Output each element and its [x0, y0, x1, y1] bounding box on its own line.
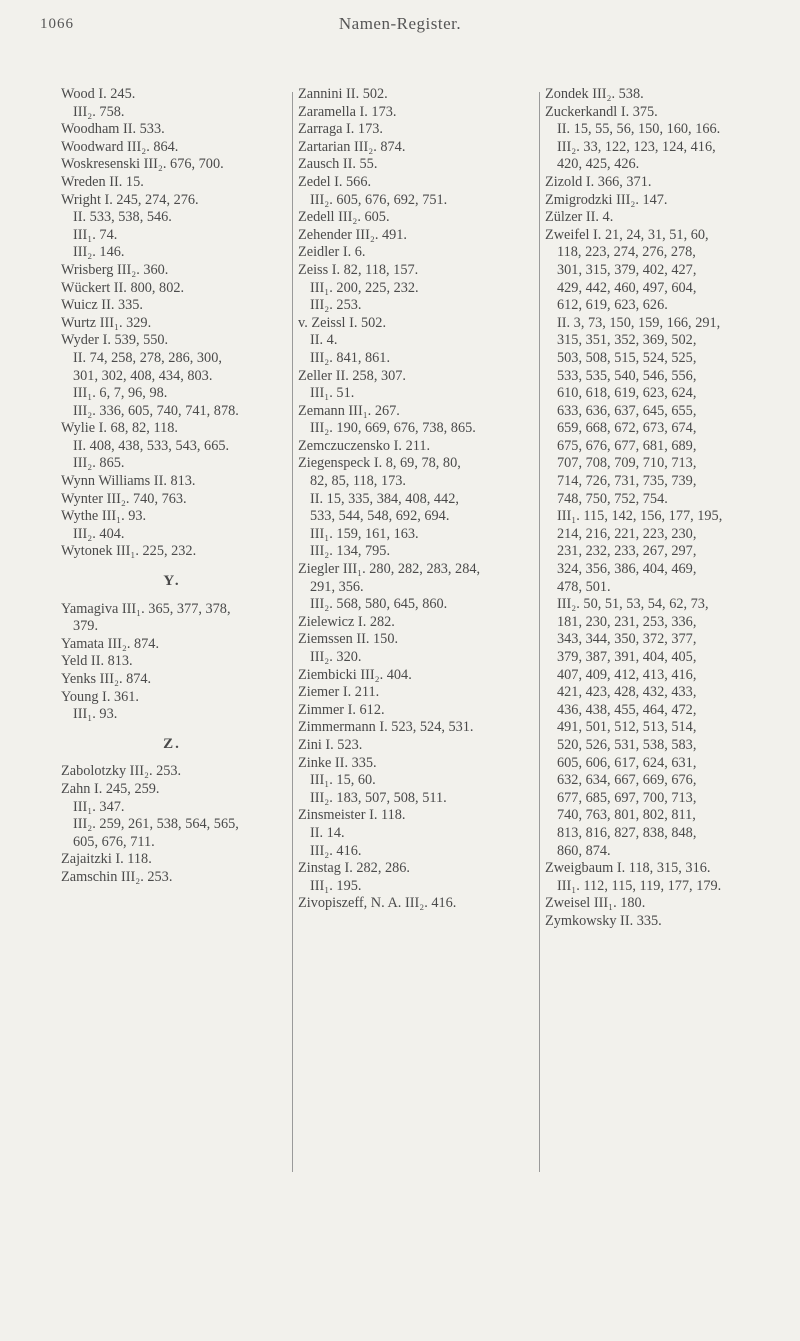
entry-reference-line: III₂. 758.: [73, 103, 125, 120]
entry-name-line: Zajaitzki I. 118.: [61, 851, 152, 868]
index-entry: [61, 332, 283, 420]
entry-name-line: Zamschin III₂. 253.: [61, 868, 173, 885]
entry-reference-line: 533, 535, 540, 546, 556,: [557, 367, 697, 384]
index-entry: [298, 702, 534, 720]
entry-reference-line: III₂. 33, 122, 123, 124, 416,: [557, 138, 716, 155]
entry-reference-line: 291, 356.: [310, 578, 364, 595]
entry-reference-line: 379, 387, 391, 404, 405,: [557, 649, 697, 665]
entry-reference-line: 675, 676, 677, 681, 689,: [557, 437, 697, 454]
entry-name-line: Ziemssen II. 150.: [298, 631, 399, 648]
entry-reference-line: 301, 315, 379, 402, 427,: [557, 261, 697, 278]
entry-name-line: Zeiss I. 82, 118, 157.: [298, 261, 419, 278]
entry-reference-line: 421, 423, 428, 432, 433,: [557, 684, 697, 701]
index-entry: [298, 368, 534, 403]
entry-name-line: Zannini II. 502.: [298, 86, 388, 102]
entry-name-line: Zemann III₁. 267.: [298, 402, 400, 419]
index-entry: [298, 315, 534, 368]
entry-reference-line: 813, 816, 827, 838, 848,: [557, 824, 697, 841]
entry-reference-line: 420, 425, 426.: [557, 156, 640, 173]
entry-name-line: Zabolotzky III₂. 253.: [61, 763, 182, 780]
index-entry: [298, 807, 534, 860]
index-entry: [61, 280, 283, 298]
entry-name-line: Yamata III₂. 874.: [61, 635, 160, 652]
entry-reference-line: III₂. 865.: [73, 455, 125, 472]
entry-reference-line: 315, 351, 352, 369, 502,: [557, 332, 697, 349]
entry-name-line: Zeidler I. 6.: [298, 244, 366, 261]
entry-reference-line: 633, 636, 637, 645, 655,: [557, 402, 697, 419]
entry-reference-line: 533, 544, 548, 692, 694.: [310, 508, 450, 525]
index-entry: [298, 860, 534, 895]
index-entry: [298, 614, 534, 632]
letter-heading: Z.: [163, 735, 181, 752]
entry-name-line: Wuicz II. 335.: [61, 297, 143, 314]
entry-reference-line: III₂. 320.: [310, 649, 362, 665]
entry-name-line: Zemczuczensko I. 211.: [298, 437, 431, 454]
entry-reference-line: III₂. 336, 605, 740, 741, 878.: [73, 402, 239, 419]
index-entry: [61, 121, 283, 139]
index-entry: [298, 737, 534, 755]
entry-name-line: Wynn Williams II. 813.: [61, 473, 196, 490]
entry-reference-line: 714, 726, 731, 735, 739,: [557, 473, 697, 490]
index-entry: [545, 174, 775, 192]
entry-name-line: Ziegenspeck I. 8, 69, 78, 80,: [298, 455, 461, 472]
entry-reference-line: II. 3, 73, 150, 159, 166, 291,: [557, 314, 721, 331]
entry-name-line: Zedel I. 566.: [298, 173, 372, 190]
index-entry: [298, 209, 534, 227]
entry-reference-line: II. 74, 258, 278, 286, 300,: [73, 349, 222, 366]
entry-name-line: Wurtz III₁. 329.: [61, 314, 152, 331]
index-entry: [298, 121, 534, 139]
entry-reference-line: 231, 232, 233, 267, 297,: [557, 543, 697, 560]
entry-reference-line: II. 15, 55, 56, 150, 160, 166.: [557, 121, 721, 138]
page-header: [0, 0, 800, 40]
index-entry: [61, 781, 283, 851]
index-entry: [61, 491, 283, 509]
entry-name-line: Zmigrodzki III₂. 147.: [545, 191, 668, 208]
entry-reference-line: 429, 442, 460, 497, 604,: [557, 279, 697, 296]
index-entry: [61, 262, 283, 280]
entry-reference-line: III₁. 74.: [73, 226, 118, 243]
entry-name-line: Zimmer I. 612.: [298, 701, 385, 718]
entry-name-line: Zondek III₂. 538.: [545, 86, 644, 102]
entry-name-line: Zimmermann I. 523, 524, 531.: [298, 719, 474, 736]
entry-name-line: Zivopiszeff, N. A. III₂. 416.: [298, 895, 457, 912]
entry-name-line: Wythe III₁. 93.: [61, 508, 147, 525]
index-entry: [298, 684, 534, 702]
entry-name-line: Wynter III₂. 740, 763.: [61, 490, 187, 507]
entry-name-line: Zartarian III₂. 874.: [298, 138, 406, 155]
entry-name-line: Zymkowsky II. 335.: [545, 912, 662, 929]
entry-reference-line: 407, 409, 412, 413, 416,: [557, 666, 697, 683]
entry-name-line: Woodham II. 533.: [61, 121, 165, 138]
entry-reference-line: 503, 508, 515, 524, 525,: [557, 349, 697, 366]
entry-reference-line: III₂. 841, 861.: [310, 349, 391, 366]
index-entry: [61, 851, 283, 869]
entry-name-line: Zweisel III₁. 180.: [545, 895, 646, 912]
index-entry: [298, 156, 534, 174]
index-entry: [61, 315, 283, 333]
entry-reference-line: 610, 618, 619, 623, 624,: [557, 385, 697, 402]
entry-reference-line: III₁. 195.: [310, 877, 362, 894]
index-entry: [545, 227, 775, 860]
entry-reference-line: 707, 708, 709, 710, 713,: [557, 455, 697, 472]
entry-reference-line: II. 4.: [310, 332, 338, 349]
entry-reference-line: 118, 223, 274, 276, 278,: [557, 244, 696, 261]
entry-name-line: Zarraga I. 173.: [298, 121, 383, 138]
entry-reference-line: 740, 763, 801, 802, 811,: [557, 807, 696, 824]
index-entry: [61, 156, 283, 174]
index-entry: [298, 262, 534, 315]
entry-name-line: Wright I. 245, 274, 276.: [61, 191, 199, 208]
entry-name-line: Wytonek III₁. 225, 232.: [61, 543, 197, 560]
page-number: 1066: [40, 16, 74, 32]
entry-reference-line: 436, 438, 455, 464, 472,: [557, 701, 697, 718]
entry-reference-line: II. 408, 438, 533, 543, 665.: [73, 437, 230, 454]
entry-reference-line: III₁. 115, 142, 156, 177, 195,: [557, 508, 723, 525]
entry-reference-line: III₁. 159, 161, 163.: [310, 525, 419, 542]
entry-reference-line: III₂. 259, 261, 538, 564, 565,: [73, 816, 239, 833]
entry-reference-line: III₂. 134, 795.: [310, 543, 391, 560]
index-entry: [298, 403, 534, 438]
index-entry: [61, 174, 283, 192]
index-entry: [61, 297, 283, 315]
entry-name-line: Yamagiva III₁. 365, 377, 378,: [61, 600, 231, 617]
entry-name-line: Zinke II. 335.: [298, 754, 377, 771]
entry-name-line: Zedell III₂. 605.: [298, 209, 390, 226]
entry-name-line: Zausch II. 55.: [298, 156, 378, 173]
index-entry: [298, 755, 534, 808]
entry-reference-line: III₂. 404.: [73, 525, 125, 542]
index-entry: [61, 508, 283, 543]
index-entry: [298, 174, 534, 209]
entry-name-line: Wyder I. 539, 550.: [61, 332, 169, 349]
entry-reference-line: 324, 356, 386, 404, 469,: [557, 561, 697, 578]
entry-reference-line: 379.: [73, 618, 99, 635]
entry-reference-line: III₁. 51.: [310, 385, 355, 402]
entry-name-line: v. Zeissl I. 502.: [298, 314, 387, 331]
entry-reference-line: III₁. 15, 60.: [310, 772, 376, 789]
entry-reference-line: II. 533, 538, 546.: [73, 209, 172, 226]
entry-name-line: Wood I. 245.: [61, 86, 136, 102]
entry-reference-line: 343, 344, 350, 372, 377,: [557, 631, 697, 648]
index-entry: [61, 86, 283, 121]
entry-name-line: Wückert II. 800, 802.: [61, 279, 185, 296]
index-entry: [545, 104, 775, 174]
entry-name-line: Zweigbaum I. 118, 315, 316.: [545, 860, 711, 877]
index-entry: [545, 86, 775, 104]
index-entry: [298, 139, 534, 157]
entry-reference-line: III₂. 568, 580, 645, 860.: [310, 596, 448, 613]
index-column-left: [61, 86, 283, 887]
index-entry: [61, 763, 283, 781]
entry-reference-line: 520, 526, 531, 538, 583,: [557, 736, 697, 753]
entry-reference-line: 677, 685, 697, 700, 713,: [557, 789, 697, 806]
entry-name-line: Wreden II. 15.: [61, 173, 144, 190]
entry-reference-line: 632, 634, 667, 669, 676,: [557, 772, 697, 789]
entry-name-line: Ziegler III₁. 280, 282, 283, 284,: [298, 561, 481, 578]
entry-name-line: Zülzer II. 4.: [545, 209, 614, 226]
index-entry: [298, 719, 534, 737]
entry-reference-line: III₂. 183, 507, 508, 511.: [310, 789, 447, 806]
entry-name-line: Zinstag I. 282, 286.: [298, 860, 410, 877]
index-entry: [61, 139, 283, 157]
index-entry: [298, 895, 534, 913]
index-entry: [298, 561, 534, 614]
index-column-right: [545, 86, 775, 931]
entry-reference-line: III₁. 112, 115, 119, 177, 179.: [557, 877, 722, 894]
index-entry: [298, 227, 534, 245]
entry-name-line: Zinsmeister I. 118.: [298, 807, 406, 824]
entry-name-line: Ziemer I. 211.: [298, 684, 380, 701]
entry-name-line: Zuckerkandl I. 375.: [545, 103, 658, 120]
entry-name-line: Wylie I. 68, 82, 118.: [61, 420, 178, 437]
index-entry: [545, 192, 775, 210]
entry-reference-line: III₂. 605, 676, 692, 751.: [310, 191, 448, 208]
entry-reference-line: 860, 874.: [557, 842, 611, 859]
index-entry: [61, 192, 283, 262]
index-entry: [61, 601, 283, 636]
entry-name-line: Zizold I. 366, 371.: [545, 173, 652, 190]
entry-reference-line: III₂. 416.: [310, 842, 362, 859]
index-entry: [298, 86, 534, 104]
entry-reference-line: 214, 216, 221, 223, 230,: [557, 525, 697, 542]
index-entry: [61, 420, 283, 473]
index-entry: [61, 671, 283, 689]
entry-name-line: Zini I. 523.: [298, 736, 363, 753]
entry-reference-line: 478, 501.: [557, 578, 611, 595]
index-entry: [545, 895, 775, 913]
entry-reference-line: III₁. 93.: [73, 706, 118, 723]
entry-reference-line: 181, 230, 231, 253, 336,: [557, 613, 697, 630]
entry-name-line: Wrisberg III₂. 360.: [61, 261, 169, 278]
index-entry: [61, 636, 283, 654]
entry-reference-line: 301, 302, 408, 434, 803.: [73, 367, 213, 384]
index-entry: [61, 869, 283, 887]
index-entry: [298, 438, 534, 456]
entry-name-line: Young I. 361.: [61, 688, 139, 705]
entry-reference-line: II. 14.: [310, 824, 345, 841]
letter-heading: Y.: [163, 573, 181, 590]
index-entry: [61, 543, 283, 561]
column-divider: [292, 92, 293, 1172]
entry-reference-line: III₂. 50, 51, 53, 54, 62, 73,: [557, 596, 709, 613]
entry-reference-line: 659, 668, 672, 673, 674,: [557, 420, 697, 437]
entry-reference-line: III₂. 146.: [73, 244, 125, 261]
entry-reference-line: 748, 750, 752, 754.: [557, 490, 668, 507]
entry-name-line: Zaramella I. 173.: [298, 103, 397, 120]
index-entry: [298, 631, 534, 666]
entry-reference-line: 612, 619, 623, 626.: [557, 297, 668, 314]
entry-reference-line: III₂. 253.: [310, 297, 362, 314]
entry-name-line: Zweifel I. 21, 24, 31, 51, 60,: [545, 226, 709, 243]
running-title: Namen-Register.: [338, 14, 462, 33]
index-entry: [298, 455, 534, 561]
entry-name-line: Zehender III₂. 491.: [298, 226, 407, 243]
index-entry: [545, 209, 775, 227]
entry-reference-line: III₂. 190, 669, 676, 738, 865.: [310, 420, 476, 437]
entry-reference-line: 82, 85, 118, 173.: [310, 473, 406, 490]
index-entry: [298, 104, 534, 122]
index-entry: [61, 473, 283, 491]
entry-name-line: Yenks III₂. 874.: [61, 671, 152, 687]
entry-reference-line: 605, 676, 711.: [73, 833, 155, 850]
index-entry: [61, 689, 283, 724]
entry-name-line: Woodward III₂. 864.: [61, 138, 179, 155]
index-entry: [545, 913, 775, 931]
entry-reference-line: II. 15, 335, 384, 408, 442,: [310, 490, 459, 507]
column-divider: [539, 92, 540, 1172]
entry-name-line: Zahn I. 245, 259.: [61, 780, 160, 797]
entry-reference-line: III₁. 6, 7, 96, 98.: [73, 385, 168, 402]
entry-reference-line: 605, 606, 617, 624, 631,: [557, 754, 697, 771]
index-entry: [61, 653, 283, 671]
index-column-middle: [298, 86, 534, 913]
index-entry: [298, 667, 534, 685]
entry-name-line: Woskresenski III₂. 676, 700.: [61, 156, 224, 173]
entry-name-line: Yeld II. 813.: [61, 653, 133, 670]
entry-name-line: Ziembicki III₂. 404.: [298, 666, 412, 683]
index-entry: [298, 244, 534, 262]
entry-reference-line: 491, 501, 512, 513, 514,: [557, 719, 697, 736]
entry-name-line: Zeller II. 258, 307.: [298, 367, 406, 384]
index-entry: [545, 860, 775, 895]
entry-reference-line: III₁. 200, 225, 232.: [310, 279, 419, 296]
entry-reference-line: III₁. 347.: [73, 798, 125, 815]
entry-name-line: Zielewicz I. 282.: [298, 613, 395, 630]
